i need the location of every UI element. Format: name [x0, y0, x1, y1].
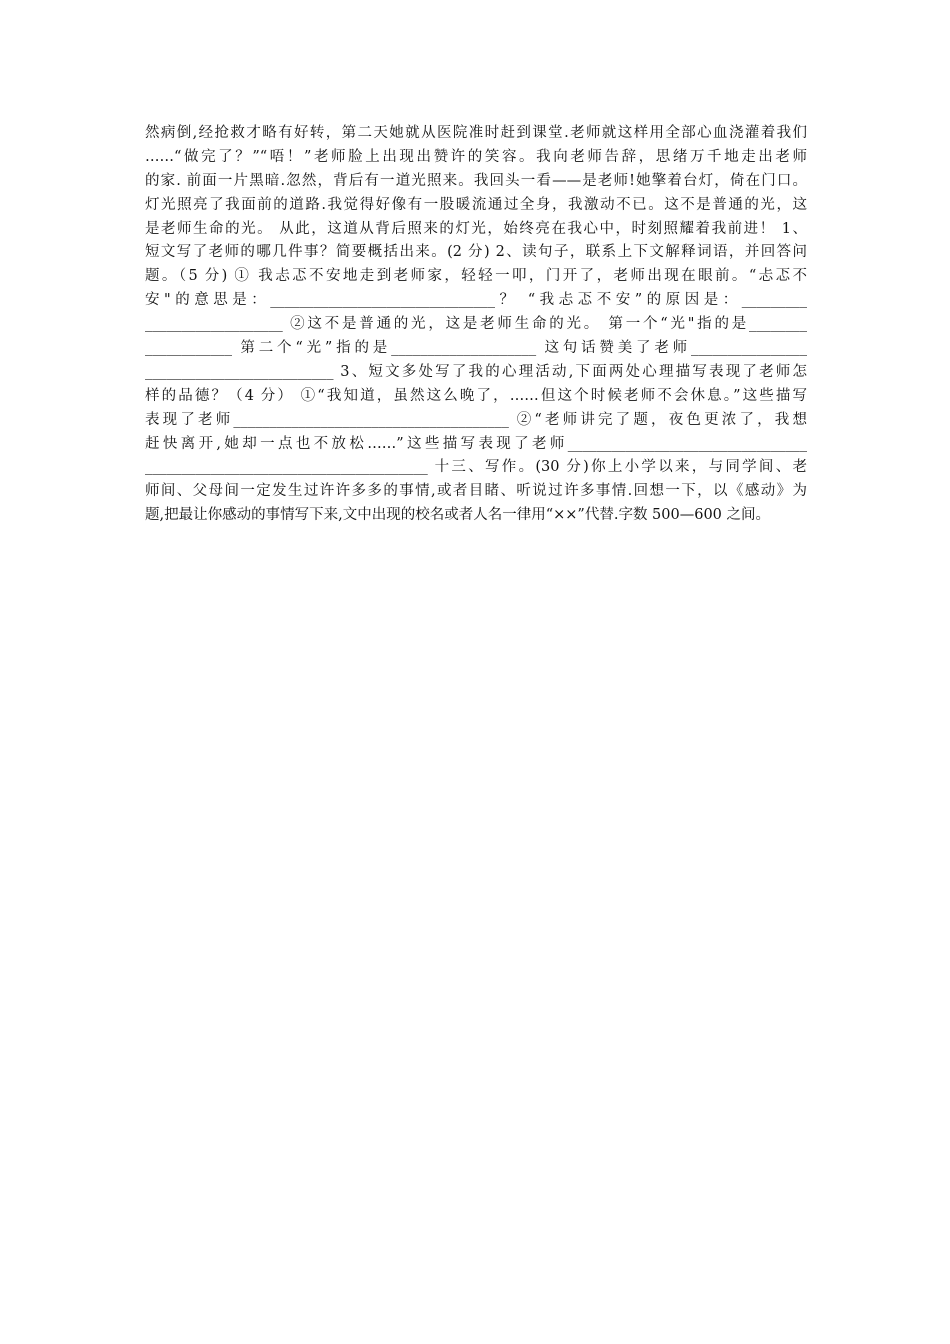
- text-line: _______________________________________ 十三、写作。(30 分)你上小学以来，与同学间、老: [145, 459, 807, 476]
- text-line: 样的品德？（4 分） ①“我知道，虽然这么晚了，……但这个时候老师不会休息。”这些描写: [145, 387, 807, 404]
- text-line: 灯光照亮了我面前的道路.我觉得好像有一股暖流通过全身，我激动不已。这不是普通的光，这: [145, 196, 807, 213]
- text-line: ……“做完了？”“唔！”老师脸上出现出赞许的笑容。我向老师告辞，思绪万千地走出老师: [145, 148, 807, 165]
- text-line: 题。（5 分) ① 我忐忑不安地走到老师家，轻轻一叩，门开了，老师出现在眼前。“忐忑不: [145, 268, 807, 285]
- text-line: 题,把最让你感动的事情写下来,文中出现的校名或者人名一律用“××”代替.字数 500—600 之间。: [145, 507, 771, 524]
- document-body: [145, 122, 807, 528]
- text-line: __________________________ 3、短文多处写了我的心理活动,下面两处心理描写表现了老师怎: [145, 363, 807, 380]
- text-line: 师间、父母间一定发生过许许多多的事情,或者目睹、听说过许多事情.回想一下，以《感动》为: [145, 483, 807, 500]
- text-line: 安"的意思是：_______________________________？ “我忐忑不安”的原因是：_________: [145, 292, 807, 309]
- text-line: ___________________ ②这不是普通的光，这是老师生命的光。 第一个“光"指的是________: [145, 316, 807, 333]
- text-line: 的家. 前面一片黑暗.忽然，背后有一道光照来。我回头一看——是老师!她擎着台灯，倚在门口。: [145, 172, 807, 189]
- text-line: 短文写了老师的哪几件事？简要概括出来。(2 分) 2、读句子，联系上下文解释词语，并回答问: [145, 244, 807, 261]
- text-line: 表现了老师______________________________________ ②“老师讲完了题，夜色更浓了，我想: [145, 411, 807, 428]
- text-line: ____________ 第二个“光”指的是____________________ 这句话赞美了老师________________: [145, 340, 807, 357]
- text-line: 是老师生命的光。 从此，这道从背后照来的灯光，始终亮在我心中，时刻照耀着我前进！ 1、: [145, 220, 807, 237]
- text-line: 然病倒,经抢救才略有好转，第二天她就从医院准时赶到课堂.老师就这样用全部心血浇灌着我们: [145, 125, 807, 141]
- text-line: 赶快离开,她却一点也不放松……”这些描写表现了老师_________________________________: [145, 435, 807, 452]
